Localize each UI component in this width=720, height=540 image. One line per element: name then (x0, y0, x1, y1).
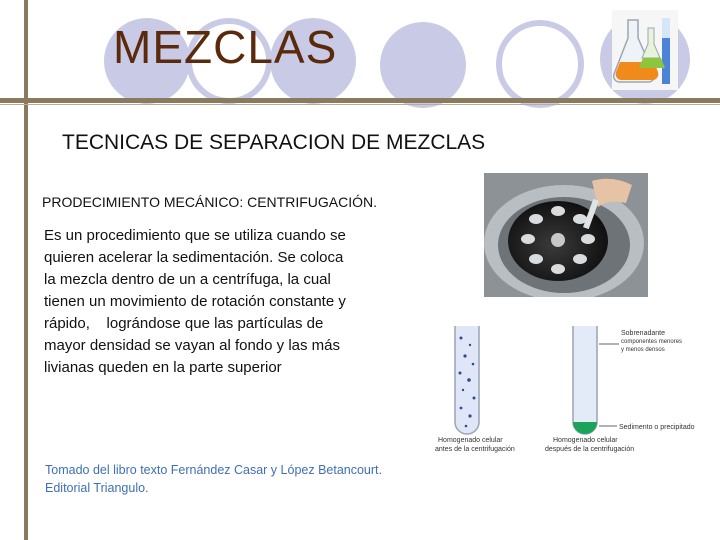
credit-line: Editorial Triangulo. (45, 481, 149, 495)
label-supernatant: Sobrenadante (621, 330, 665, 337)
decor-circle (496, 20, 584, 108)
decor-circle (380, 22, 466, 108)
label-supernatant: y menos densos (621, 347, 665, 353)
description-paragraph (44, 225, 416, 379)
caption-before: antes de la centrifugación (435, 446, 515, 453)
header-rule (0, 98, 720, 103)
description-line: tienen un movimiento de rotación constante y (44, 293, 346, 310)
description-line: quieren acelerar la sedimentación. Se coloca (44, 249, 344, 266)
page-title: MEZCLAS (113, 21, 338, 73)
description-line: Es un procedimiento que se utiliza cuando se (44, 227, 346, 244)
slide-subtitle: TECNICAS DE SEPARACION DE MEZCLAS (62, 131, 486, 154)
description-line: livianas queden en la parte superior (44, 359, 282, 376)
caption-before: Homogenado celular (438, 437, 503, 444)
centrifuge-photo (484, 173, 648, 297)
credit-line: Tomado del libro texto Fernández Casar y López Betancourt. (45, 463, 382, 477)
source-credit (45, 461, 382, 497)
description-line: rápido, lográndose que las partículas de (44, 315, 324, 332)
description-line: mayor densidad se vayan al fondo y las más (44, 337, 340, 354)
header-rule-thin (0, 104, 720, 105)
centrifugation-diagram (425, 318, 710, 463)
lab-flasks-image (612, 10, 678, 90)
caption-after: después de la centrifugación (545, 446, 635, 453)
label-supernatant: componentes menores (621, 339, 683, 345)
caption-after: Homogenado celular (553, 437, 618, 444)
label-sediment: Sedimento o precipitado (619, 424, 695, 431)
vertical-rule (24, 0, 28, 540)
section-heading: PRODECIMIENTO MECÁNICO: CENTRIFUGACIÓN. (42, 194, 377, 210)
description-line: la mezcla dentro de un a centrífuga, la cual (44, 271, 331, 288)
